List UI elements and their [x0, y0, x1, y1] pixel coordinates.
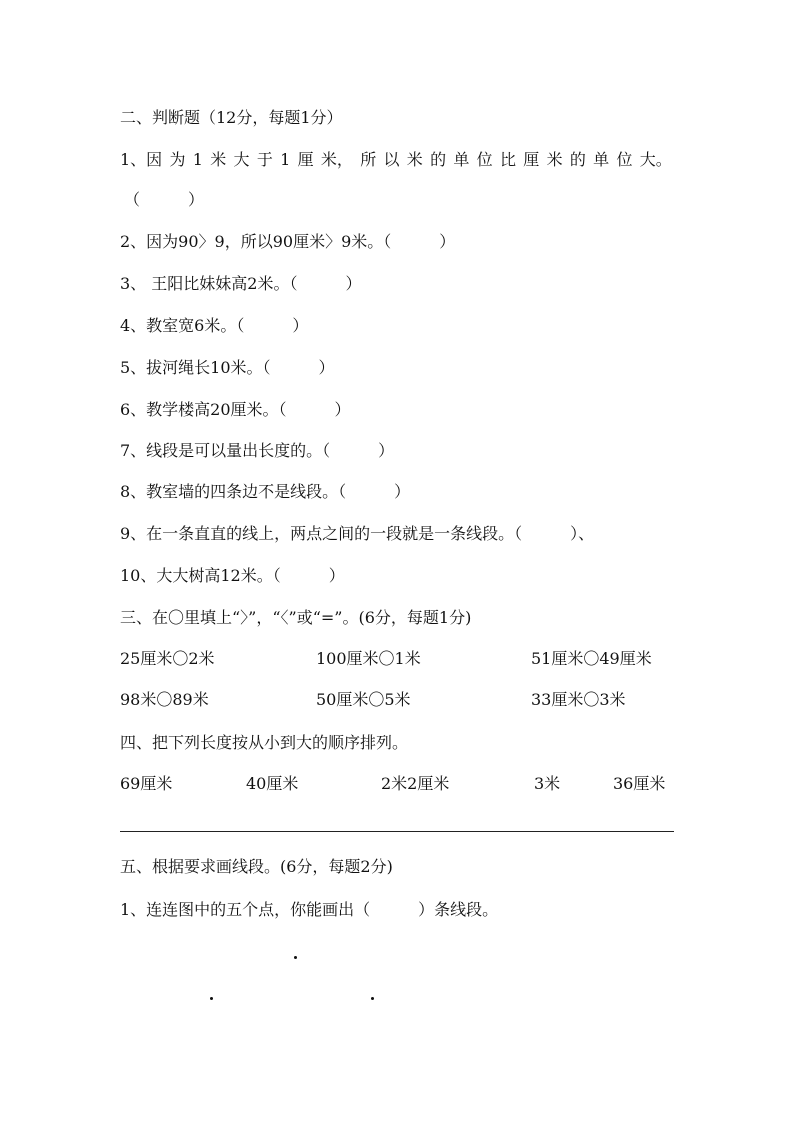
section5-question-1: 1、连连图中的五个点，你能画出（ ）条线段。 — [120, 900, 499, 919]
question-10: 10、大大树高12米。（ ） — [120, 566, 345, 585]
question-3: 3、 王阳比妹妹高2米。（ ） — [120, 274, 362, 293]
section3-heading: 三、在〇里填上“〉”，“〈”或“=”。(6分，每题1分) — [120, 608, 472, 627]
question-8: 8、教室墙的四条边不是线段。（ ） — [120, 482, 411, 501]
q1-char: 位 — [476, 150, 493, 169]
q1-char: 1、因 — [120, 150, 163, 169]
q1-char: 于 — [256, 150, 273, 169]
length-item: 2米2厘米 — [381, 774, 450, 793]
question-2: 2、因为90〉9，所以90厘米〉9米。（ ） — [120, 232, 456, 251]
question-5: 5、拔河绳长10米。（ ） — [120, 358, 335, 377]
length-item: 69厘米 — [120, 774, 173, 793]
question-1 — [120, 150, 672, 170]
point — [371, 997, 374, 1000]
q1-char: 米， — [320, 150, 353, 169]
q1-char: 厘 — [523, 150, 540, 169]
q1-char: 米 — [210, 150, 227, 169]
compare-item: 98米〇89米 — [120, 690, 209, 709]
q1-char: 所 — [360, 150, 377, 169]
question-4: 4、教室宽6米。（ ） — [120, 316, 309, 335]
q1-char: 1 — [192, 150, 203, 169]
question-6: 6、教学楼高20厘米。（ ） — [120, 400, 351, 419]
q1-char: 以 — [383, 150, 400, 169]
compare-item: 100厘米〇1米 — [316, 649, 421, 668]
q1-char: 米 — [546, 150, 563, 169]
section2-heading: 二、判断题（12分，每题1分） — [120, 108, 343, 127]
length-item: 3米 — [534, 774, 561, 793]
question-9: 9、在一条直直的线上，两点之间的一段就是一条线段。（ ）、 — [120, 524, 595, 543]
q1-char: 的 — [569, 150, 586, 169]
length-item: 36厘米 — [613, 774, 666, 793]
point — [294, 956, 297, 959]
q1-char: 1 — [280, 150, 291, 169]
q1-char: 厘 — [297, 150, 314, 169]
answer-line[interactable] — [120, 831, 674, 832]
compare-item: 50厘米〇5米 — [316, 690, 411, 709]
compare-item: 51厘米〇49厘米 — [531, 649, 652, 668]
q1-char: 大 — [233, 150, 250, 169]
q1-char: 的 — [430, 150, 447, 169]
compare-item: 25厘米〇2米 — [120, 649, 215, 668]
section5-heading: 五、根据要求画线段。(6分，每题2分) — [120, 857, 393, 876]
q1-char: 比 — [499, 150, 516, 169]
q1-char: 大。 — [639, 150, 672, 169]
q1-char: 单 — [453, 150, 470, 169]
length-item: 40厘米 — [246, 774, 299, 793]
q1-char: 为 — [169, 150, 186, 169]
point — [210, 997, 213, 1000]
q1-char: 米 — [406, 150, 423, 169]
section4-heading: 四、把下列长度按从小到大的顺序排列。 — [120, 733, 409, 752]
compare-item: 33厘米〇3米 — [531, 690, 626, 709]
answer-blank[interactable]: （ ） — [124, 190, 205, 209]
question-7: 7、线段是可以量出长度的。（ ） — [120, 441, 395, 460]
q1-char: 单 — [593, 150, 610, 169]
q1-char: 位 — [616, 150, 633, 169]
